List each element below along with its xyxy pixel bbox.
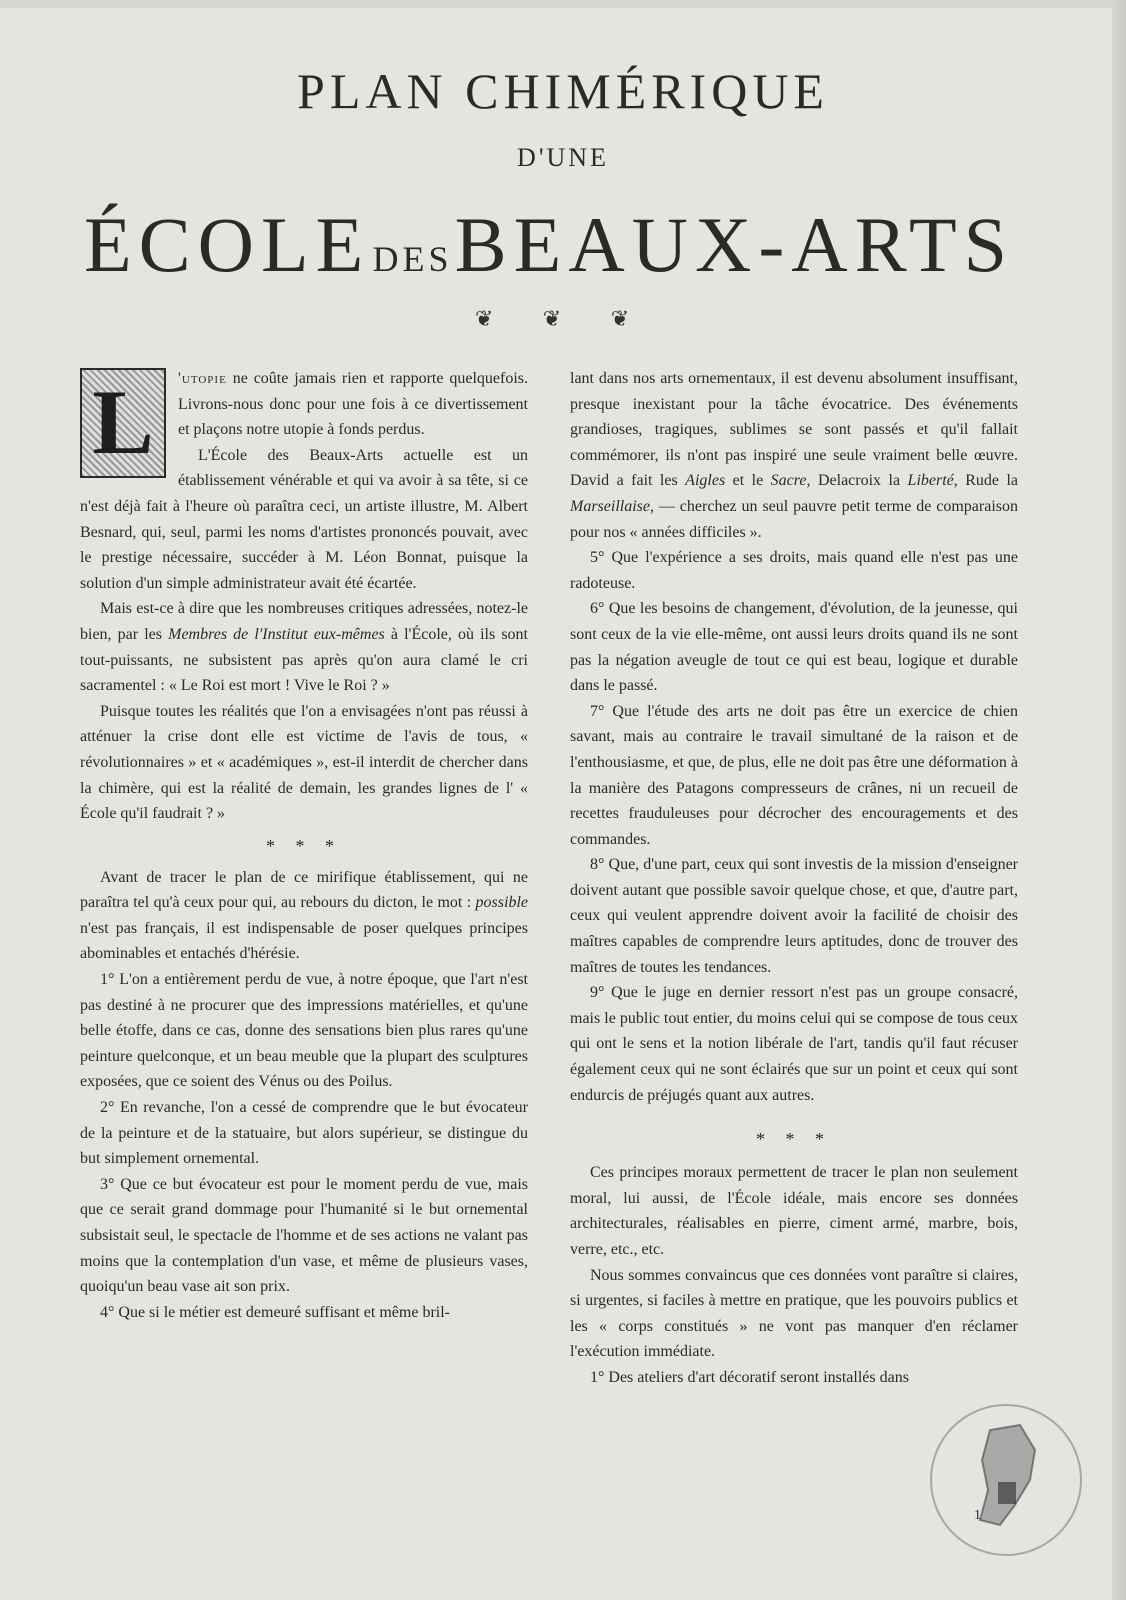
paragraph: L'École des Beaux-Arts actuelle est un établissement vénérable et qui va avoir à sa tête, si ce n'est déjà fait à l'heure où paraîtra ceci, un artiste illustre, M. Albert Besnard, qui, seul, parmi les noms d'artistes prononcés pouvait, avec le prestige nécessaire, succéder à M. Léon Bonnat, puisque la solution d'un simple administrateur avait été écartée. (80, 446, 528, 592)
section-break-asterisks: * * * (266, 835, 342, 856)
paragraph: L 'utopie ne coûte jamais rien et rapporte quelquefois. Livrons-nous donc pour une fois à ce divertissement et plaçons notre utopie à fonds perdus. (80, 366, 528, 443)
paragraph: 8° Que, d'une part, ceux qui sont investis de la mission d'enseigner doivent autant que possible savoir quelque chose, et que, d'autre part, ceux qui veulent apprendre doivent avoir la facilité de choisir des maîtres capables de comprendre leurs aptitudes, donc de trouver des maîtres de toutes les tendances. (570, 856, 1018, 976)
paragraph: lant dans nos arts ornementaux, il est devenu absolument insuffisant, presque inexistant pour la tâche évocatrice. Des événements grandioses, tragiques, sublimes se sont passés et qu'il fallait commémorer, ils n'ont pas inspiré une seule vraiment belle œuvre. David a fait les Aigles et le Sacre, Delacroix la Liberté, Rude la Marseillaise, — cherchez un seul pauvre petit terme de comparaison pour nos « années difficiles ». (570, 370, 1019, 541)
paragraph: Avant de tracer le plan de ce mirifique établissement, qui ne paraîtra tel qu'à ceux pour qui, au rebours du dicton, le mot : possible n'est pas français, il est indispensable de poser quelques principes abominables et entachés d'hérésie. (80, 868, 528, 963)
paragraph: Puisque toutes les réalités que l'on a envisagées n'ont pas réussi à atténuer la crise dont elle est victime de l'avis de tous, « révolutionnaires » et « académiques », est-il interdit de chercher dans la chimère, qui est la réalité de demain, les grandes lignes de l' « École qu'il faudrait ? » (80, 702, 528, 823)
title-line-2: D'UNE (517, 143, 609, 172)
title-line-1: PLAN CHIMÉRIQUE (297, 63, 829, 119)
left-column (80, 366, 528, 1325)
paragraph: Ces principes moraux permettent de tracer le plan non seulement moral, lui aussi, de l'École idéale, mais encore ses données architecturales, réalisables en pierre, ciment armé, marbre, bois, verre, etc., etc. (570, 1164, 1018, 1258)
right-column (570, 366, 1018, 1391)
paragraph: 2° En revanche, l'on a cessé de comprendre que le but évocateur de la peinture et de la statuaire, but alors supérieur, se distingue du but simplement ornemental. (80, 1099, 528, 1168)
paragraph: 1° Des ateliers d'art décoratif seront installés dans (590, 1368, 909, 1386)
paragraph: 9° Que le juge en dernier ressort n'est pas un groupe consacré, mais le public tout entier, du moins celui qui se compose de tous ceux qui ont le sens et la notion libérale de l'art, tandis qu'il faut récuser également ceux qui ne sont éclairés que sur un point et ceux qui sont endurcis de préjugés quant aux autres. (570, 984, 1018, 1104)
paragraph: Nous sommes convaincus que ces données vont paraître si claires, si urgentes, si faciles à mettre en pratique, que les pouvoirs publics et les « corps constitués » ne vont pas manquer d'en réclamer l'exécution immédiate. (570, 1266, 1018, 1361)
paragraph: 4° Que si le métier est demeuré suffisant et même bril- (100, 1303, 450, 1321)
page-top-edge (0, 0, 1126, 8)
title-ecole: ÉCOLE (84, 201, 371, 288)
page-number: 1 (974, 1508, 981, 1523)
paragraph: Mais est-ce à dire que les nombreuses critiques adressées, notez-le bien, par les Membres de l'Institut eux-mêmes à l'École, où ils sont tout-puissants, ne subsistent pas après qu'on aura clamé le cri sacramentel : « Le Roi est mort ! Vive le Roi ? » (80, 600, 529, 695)
title-des: DES (372, 239, 453, 279)
paragraph: 1° L'on a entièrement perdu de vue, à notre époque, que l'art n'est pas destiné à ne procurer que des impressions matérielles, et qu'une belle étoffe, dans ce cas, donne des sensations bien plus rares qu'une peinture quelconque, et un beau meuble que la plupart des sculptures exposées, que ce soient des Vénus ou des Poilus. (80, 971, 528, 1091)
ornament-divider: ❦ ❦ ❦ (474, 306, 652, 331)
section-break-asterisks: * * * (756, 1129, 832, 1150)
drop-cap-ornament: L (80, 368, 166, 478)
paragraph: 3° Que ce but évocateur est pour le moment perdu de vue, mais que ce serait grand dommage pour l'humanité si le but ornemental subsistait seul, le spectacle de l'homme et de ses actions ne valant pas moins que la contemplation d'un vase, et même de plusieurs vases, quoiqu'un beau vase ait son prix. (80, 1175, 528, 1296)
paragraph: 5° Que l'expérience a ses droits, mais quand elle n'est pas une radoteuse. (570, 549, 1018, 592)
paragraph: 6° Que les besoins de changement, d'évolution, de la jeunesse, qui sont ceux de la vie elle-même, ont aussi leurs droits quand ils ne sont pas la négation aveugle de tout ce qui est beau, logique et durable dans le passé. (570, 600, 1018, 695)
page-right-edge (1112, 0, 1126, 1600)
paragraph: 7° Que l'étude des arts ne doit pas être un exercice de chien savant, mais au contraire le travail simultané de la raison et de l'enthousiasme, et que, de plus, elle ne doit pas être une déformation à la manière des Patagons compresseurs de crânes, ni un recueil de recettes frauduleuses pour décrocher des encouragements et des commandes. (570, 702, 1018, 848)
title-line-3 (84, 200, 1014, 290)
title-beaux-arts: BEAUX-ARTS (454, 201, 1014, 288)
